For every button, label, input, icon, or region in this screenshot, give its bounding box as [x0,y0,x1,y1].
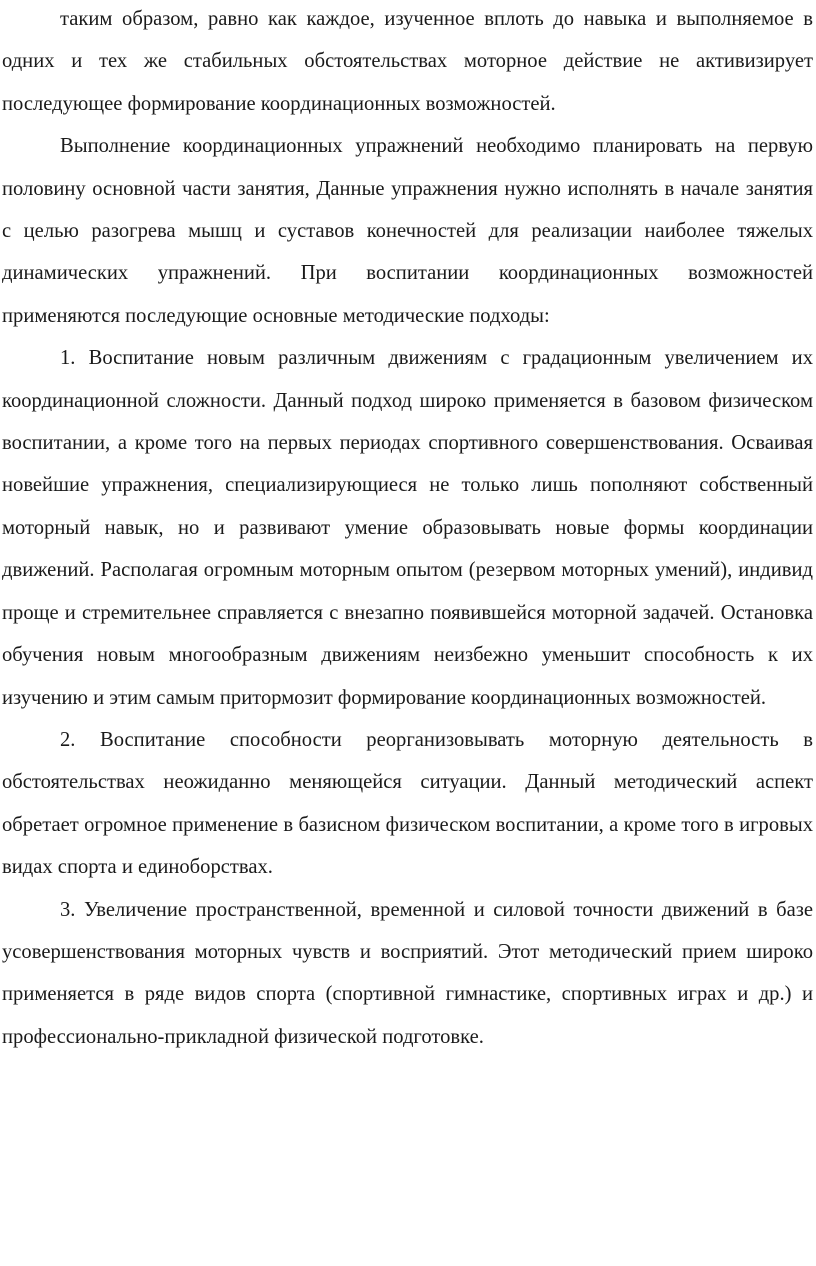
paragraph-5: 3. Увеличение пространственной, временной и силовой точности движений в базе усовершенствования моторных чувств и восприятий. Этот методический прием широко применяется в ряде видов спорта (спортивной гимнастике, спортивных играх и др.) и профессионально-прикладной физической подготовке. [2,898,813,1048]
paragraph-1: таким образом, равно как каждое, изученное вплоть до навыка и выполняемое в одних и тех же стабильных обстоятельствах моторное действие не активизирует последующее формирование координационных возможностей. [2,8,813,115]
paragraph-3: 1. Воспитание новым различным движениям с градационным увеличением их координационной сложности. Данный подход широко применяется в базовом физическом воспитании, а кроме того на первых периодах спортивного совершенствования. Осваивая новейшие упражнения, специализирующиеся не только лишь пополняют собственный моторный навык, но и развивают умение образовывать новые формы координации движений. Располагая огромным моторным опытом (резервом моторных умений), индивид проще и стремительнее справляется с внезапно появившейся моторной задачей. Остановка обучения новым многообразным движениям неизбежно уменьшит способность к их изучению и этим самым притормозит формирование координационных возможностей. [2,347,813,709]
paragraph-2: Выполнение координационных упражнений необходимо планировать на первую половину основной части занятия, Данные упражнения нужно исполнять в начале занятия с целью разогрева мышц и суставов конечностей для реализации наиболее тяжелых динамических упражнений. При воспитании координационных возможностей применяются последующие основные методические подходы: [2,135,813,327]
paragraph-4: 2. Воспитание способности реорганизовывать моторную деятельность в обстоятельствах неожиданно меняющейся ситуации. Данный методический аспект обретает огромное применение в базисном физическом воспитании, а кроме того в игровых видах спорта и единоборствах. [2,728,813,879]
